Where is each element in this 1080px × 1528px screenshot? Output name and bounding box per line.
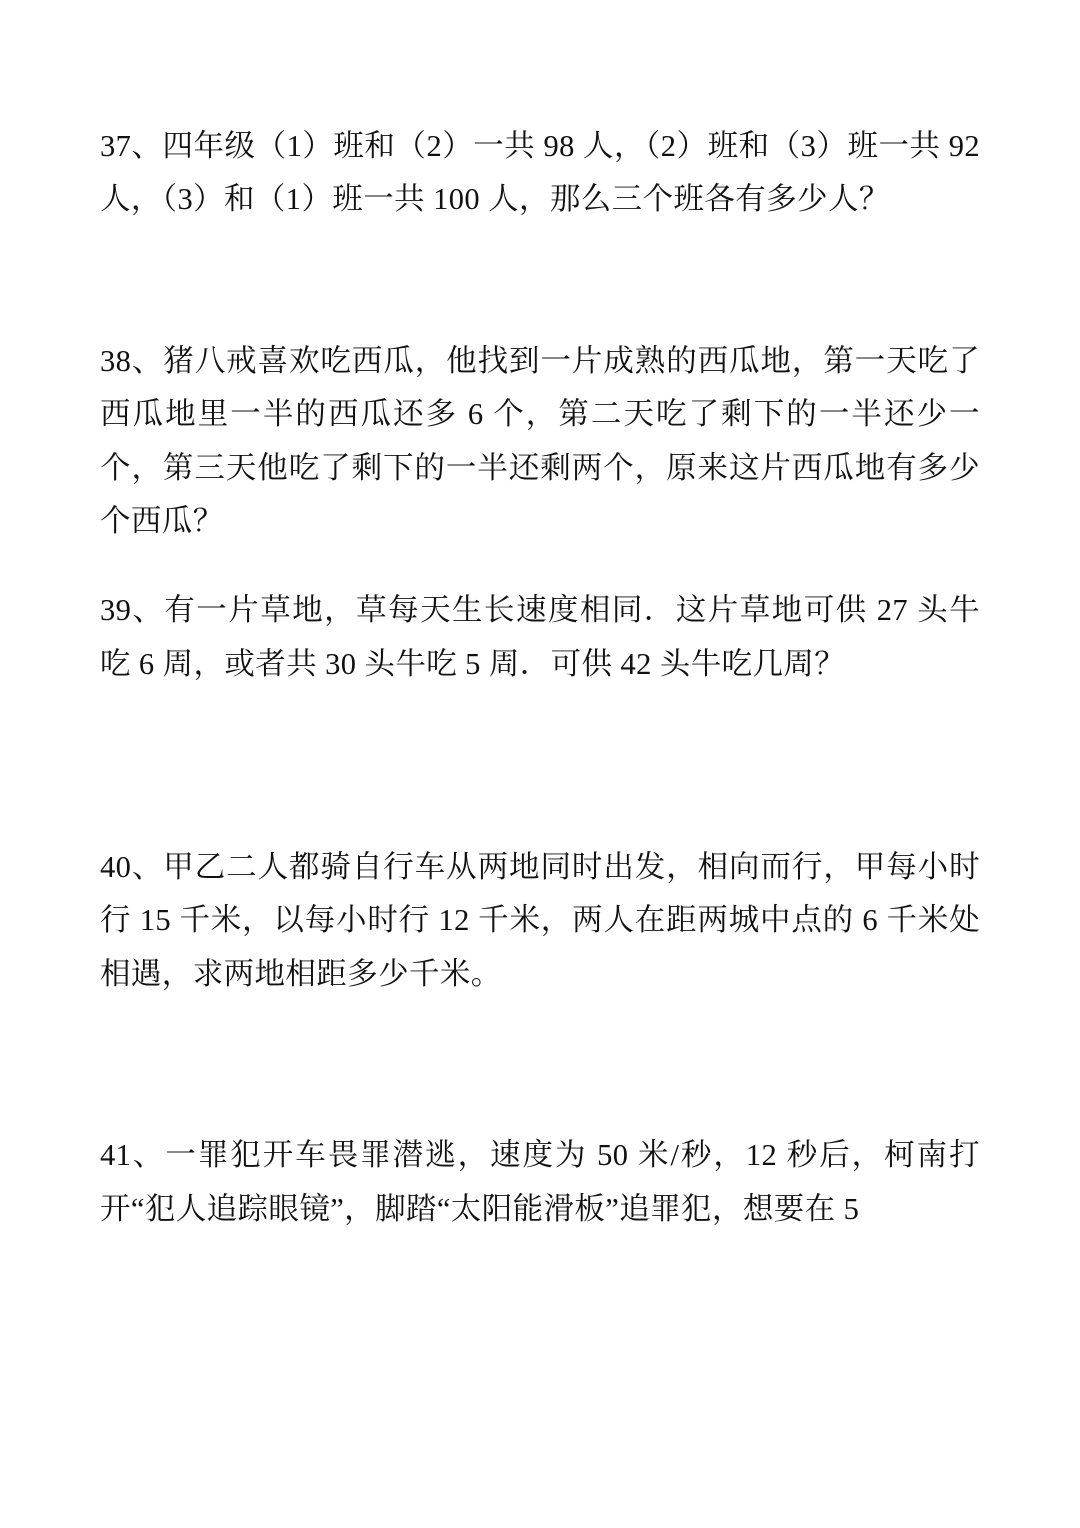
problem-item-38: 38、猪八戒喜欢吃西瓜，他找到一片成熟的西瓜地，第一天吃了西瓜地里一半的西瓜还多 6 个，第二天吃了剩下的一半还少一个，第三天他吃了剩下的一半还剩两个，原来这片西瓜地有多少个西瓜？	[100, 343, 980, 538]
spacer-after-problem-39	[100, 691, 980, 841]
problem-item-40: 40、甲乙二人都骑自行车从两地同时出发，相向而行，甲每小时行 15 千米，以每小时行 12 千米，两人在距两城中点的 6 千米处相遇，求两地相距多少千米。	[100, 850, 980, 991]
spacer-after-problem-40	[100, 1001, 980, 1129]
spacer-after-problem-37	[100, 227, 980, 335]
spacer-after-problem-38	[100, 548, 980, 584]
problem-item-41: 41、一罪犯开车畏罪潜逃，速度为 50 米/秒，12 秒后，柯南打开“犯人追踪眼镜”，脚踏“太阳能滑板”追罪犯，想要在 5	[100, 1138, 980, 1226]
problem-item-37: 37、四年级（1）班和（2）一共 98 人，（2）班和（3）班一共 92 人，（3）和（1）班一共 100 人，那么三个班各有多少人？	[100, 129, 980, 217]
problem-item-39: 39、有一片草地，草每天生长速度相同．这片草地可供 27 头牛吃 6 周，或者共 30 头牛吃 5 周．可供 42 头牛吃几周？	[100, 593, 980, 681]
